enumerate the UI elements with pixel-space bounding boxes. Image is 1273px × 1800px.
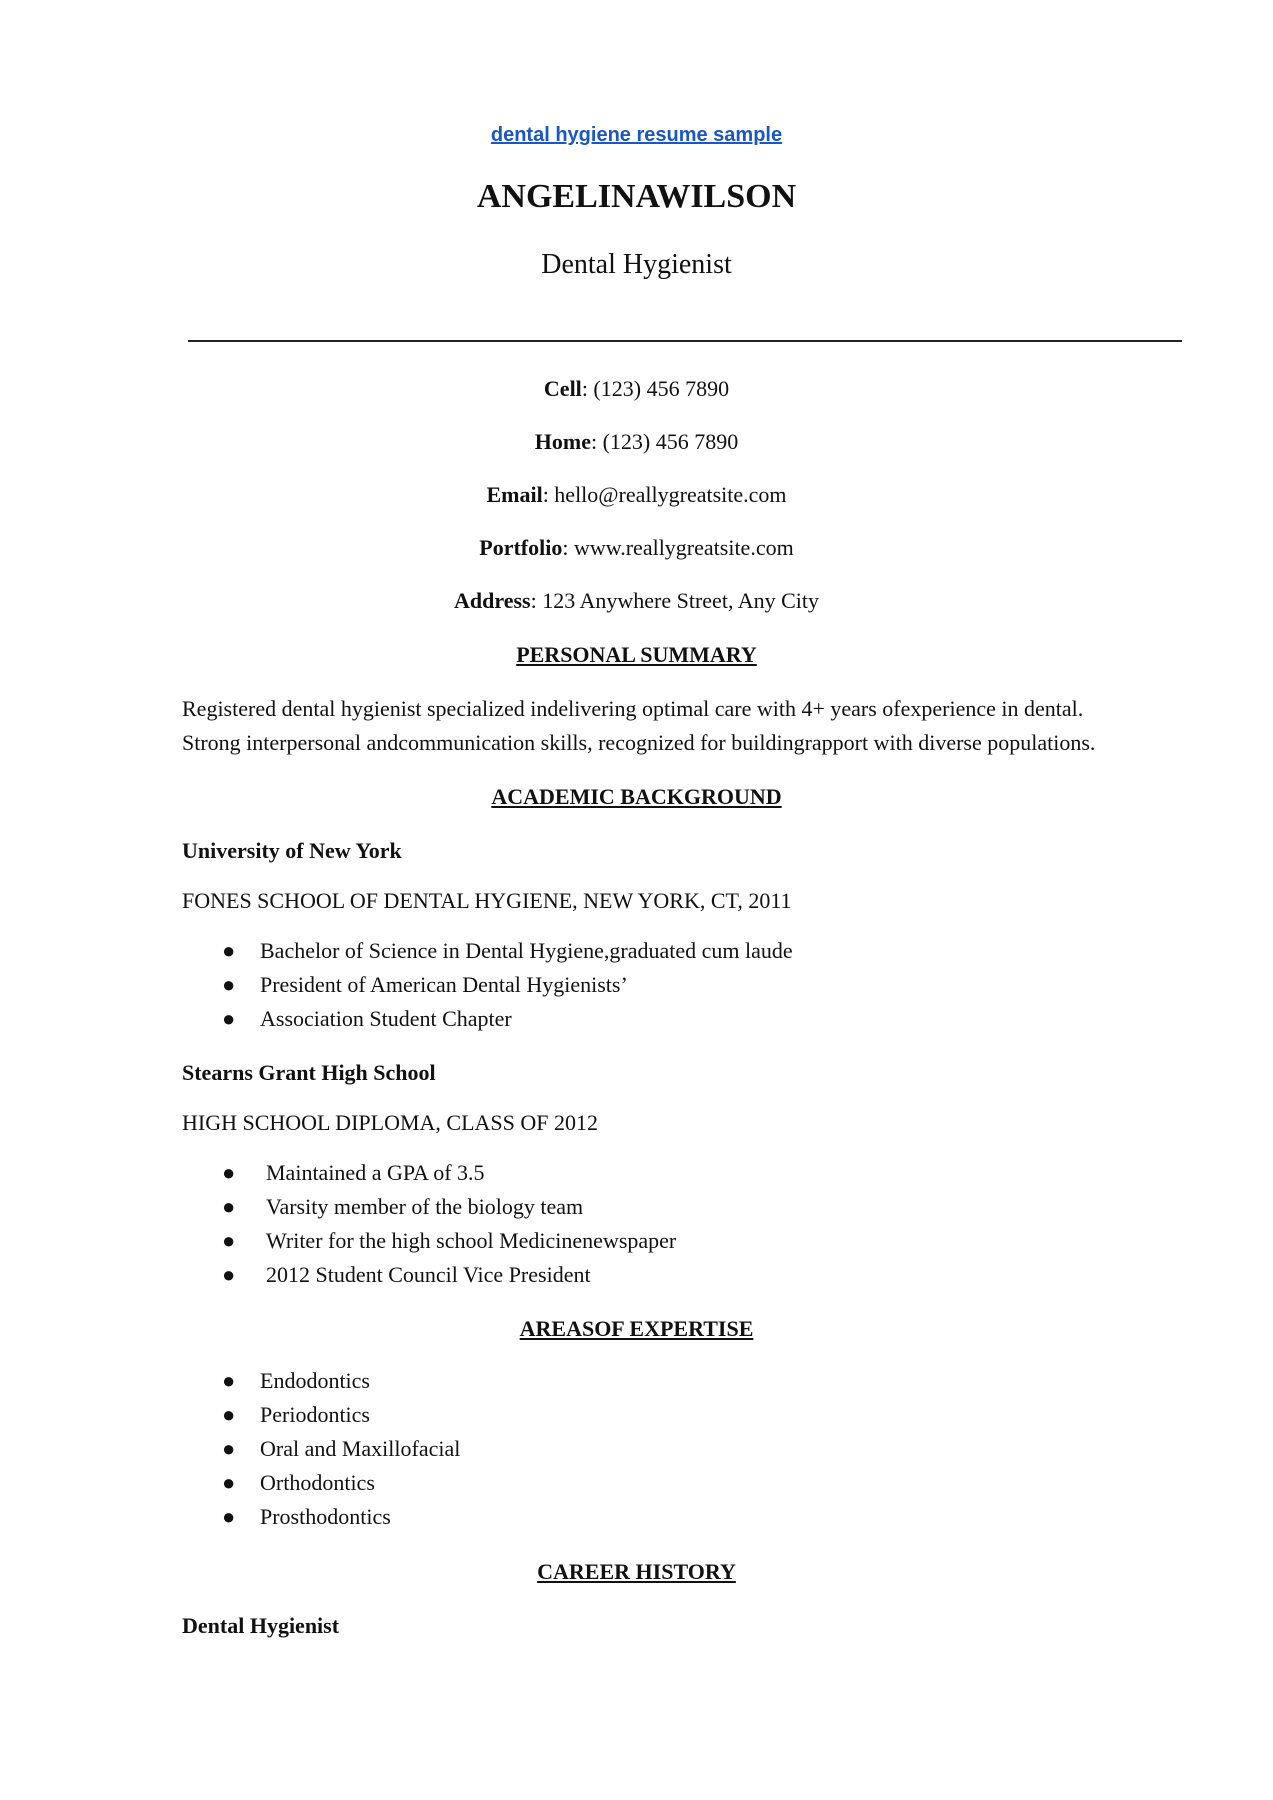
contact-address: Address: 123 Anywhere Street, Any City	[453, 588, 820, 613]
bullet-icon: ●	[222, 1368, 236, 1393]
divider	[188, 340, 1182, 342]
summary-line: Registered dental hygienist specialized indelivering optimal care with 4+ years ofexperience in dental.	[182, 696, 1084, 721]
career-heading: CAREER HISTORY	[537, 1559, 736, 1584]
bullet-icon: ●	[222, 938, 236, 963]
resume-page: dental hygiene resume sample ANGELINAWILSON Dental Hygienist Cell: (123) 456 7890 Home: (123) 456 7890 Email: hello@reallygreatsite.com Portfolio: www.reallygreatsite.com Address: 123 Anywhere Street, Any City PERSONAL SUMMARY Registered dental hygienist specialized indelivering optimal care with 4+ years ofexperience in dental. Strong interpersonal andcommunication skills, recognized for buildingrapport with diverse populations. ACADEMIC BACKGROUND University of New York FONES SCHOOL OF DENTAL HYGIENE, NEW YORK, CT, 2011 ● Bachelor of Science in Dental Hygiene,graduated cum laude ● President of American Dental Hygienists’ ● Association Student Chapter Stearns Grant High School HIGH SCHOOL DIPLOMA, CLASS OF 2012 ● Maintained a GPA of 3.5 ● Varsity member of the biology team ● Writer for the high school Medicinenewspaper ● 2012 Student Council Vice President AREASOF EXPERTISE ● Endodontics ● Periodontics ● Oral and Maxillofacial ● Orthodontics ● Prosthodontics CAREER HISTORY Dental Hygienist	[0, 0, 1273, 1800]
contact-cell: Cell: (123) 456 7890	[543, 376, 730, 401]
expertise-heading: AREASOF EXPERTISE	[519, 1316, 754, 1341]
contact-portfolio: Portfolio: www.reallygreatsite.com	[479, 535, 794, 560]
resume-sample-link[interactable]: dental hygiene resume sample	[490, 124, 783, 146]
bullet-icon: ●	[222, 1006, 236, 1031]
contact-home: Home: (123) 456 7890	[534, 429, 739, 454]
school-detail: FONES SCHOOL OF DENTAL HYGIENE, NEW YORK, CT, 2011	[182, 888, 792, 913]
summary-line: Strong interpersonal andcommunication skills, recognized for buildingrapport with diverse populations.	[182, 730, 1096, 755]
candidate-title: Dental Hygienist	[541, 249, 732, 280]
school-name: Stearns Grant High School	[182, 1060, 436, 1085]
contact-email: Email: hello@reallygreatsite.com	[486, 482, 787, 507]
bullet-icon: ●	[222, 1160, 236, 1185]
school-name: University of New York	[182, 838, 402, 863]
candidate-name: ANGELINAWILSON	[476, 178, 797, 215]
school-detail: HIGH SCHOOL DIPLOMA, CLASS OF 2012	[182, 1110, 599, 1135]
bullet-icon: ●	[222, 1228, 236, 1253]
bullet-icon: ●	[222, 1262, 236, 1287]
bullet-icon: ●	[222, 1504, 236, 1529]
bullet-icon: ●	[222, 972, 236, 997]
summary-heading: PERSONAL SUMMARY	[516, 642, 757, 667]
bullet-icon: ●	[222, 1402, 236, 1427]
bullet-icon: ●	[222, 1436, 236, 1461]
bullet-icon: ●	[222, 1194, 236, 1219]
bullet-icon: ●	[222, 1470, 236, 1495]
career-role: Dental Hygienist	[182, 1613, 340, 1638]
academic-heading: ACADEMIC BACKGROUND	[491, 784, 782, 809]
